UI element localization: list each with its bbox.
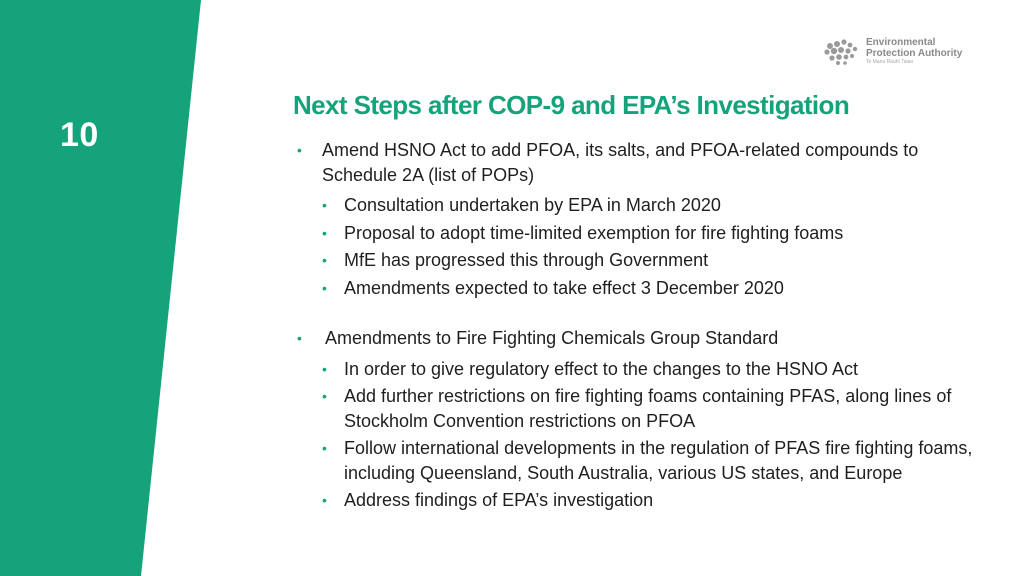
sub-bullet-text: Consultation undertaken by EPA in March 2020 xyxy=(344,195,721,215)
epa-logo-icon xyxy=(822,36,862,68)
bullet-dot-icon: • xyxy=(322,252,327,268)
logo-line-2: Protection Authority xyxy=(866,48,963,59)
slide-number: 10 xyxy=(60,116,99,154)
bullet-dot-icon: • xyxy=(322,440,327,456)
bullet-dot-icon: • xyxy=(297,330,302,346)
logo-line-1: Environmental xyxy=(866,37,936,48)
sub-bullet-item xyxy=(297,276,987,301)
sub-bullet-item xyxy=(297,221,987,246)
sub-bullet-item xyxy=(297,193,987,218)
sub-bullet-text: In order to give regulatory effect to the changes to the HSNO Act xyxy=(344,358,858,379)
bullet-item xyxy=(297,138,987,187)
slide-content xyxy=(297,138,987,513)
sub-bullet-text: MfE has progressed this through Government xyxy=(344,250,709,270)
logo-tagline: Te Mana Rauhī Taiao xyxy=(866,59,914,65)
bullet-dot-icon: • xyxy=(322,492,327,508)
sub-bullet-item xyxy=(297,384,987,433)
sub-bullet-item xyxy=(297,248,987,273)
bullet-text: Amend HSNO Act to add PFOA, its salts, and PFOA-related compounds to Schedule 2A (list of POPs) xyxy=(322,140,919,185)
bullet-item xyxy=(297,326,987,351)
sub-bullet-item xyxy=(297,436,987,485)
bullet-dot-icon: • xyxy=(322,360,327,377)
epa-logo xyxy=(822,36,982,72)
bullet-dot-icon: • xyxy=(322,388,327,404)
bullet-dot-icon: • xyxy=(322,279,327,296)
sub-bullet-item xyxy=(297,488,987,513)
sub-bullet-text: Address findings of EPA’s investigation xyxy=(344,490,654,510)
sub-bullet-item xyxy=(297,357,987,382)
bullet-dot-icon: • xyxy=(322,197,327,213)
bullet-dot-icon: • xyxy=(297,142,302,158)
sub-bullet-text: Add further restrictions on fire fighting foams containing PFAS, along lines of Stockholm Convention restrictions on PFOA xyxy=(344,386,952,431)
sub-bullet-text: Proposal to adopt time-limited exemption for fire fighting foams xyxy=(344,222,844,243)
slide-title: Next Steps after COP-9 and EPA’s Investigation xyxy=(293,90,850,120)
bullet-dot-icon: • xyxy=(322,224,327,241)
sub-bullet-text: Follow international developments in the regulation of PFAS fire fighting foams, including Queensland, South Australia, various US states, and Europe xyxy=(344,438,973,483)
bullet-text: Amendments to Fire Fighting Chemicals Group Standard xyxy=(325,328,779,348)
sub-bullet-text: Amendments expected to take effect 3 December 2020 xyxy=(344,277,784,298)
